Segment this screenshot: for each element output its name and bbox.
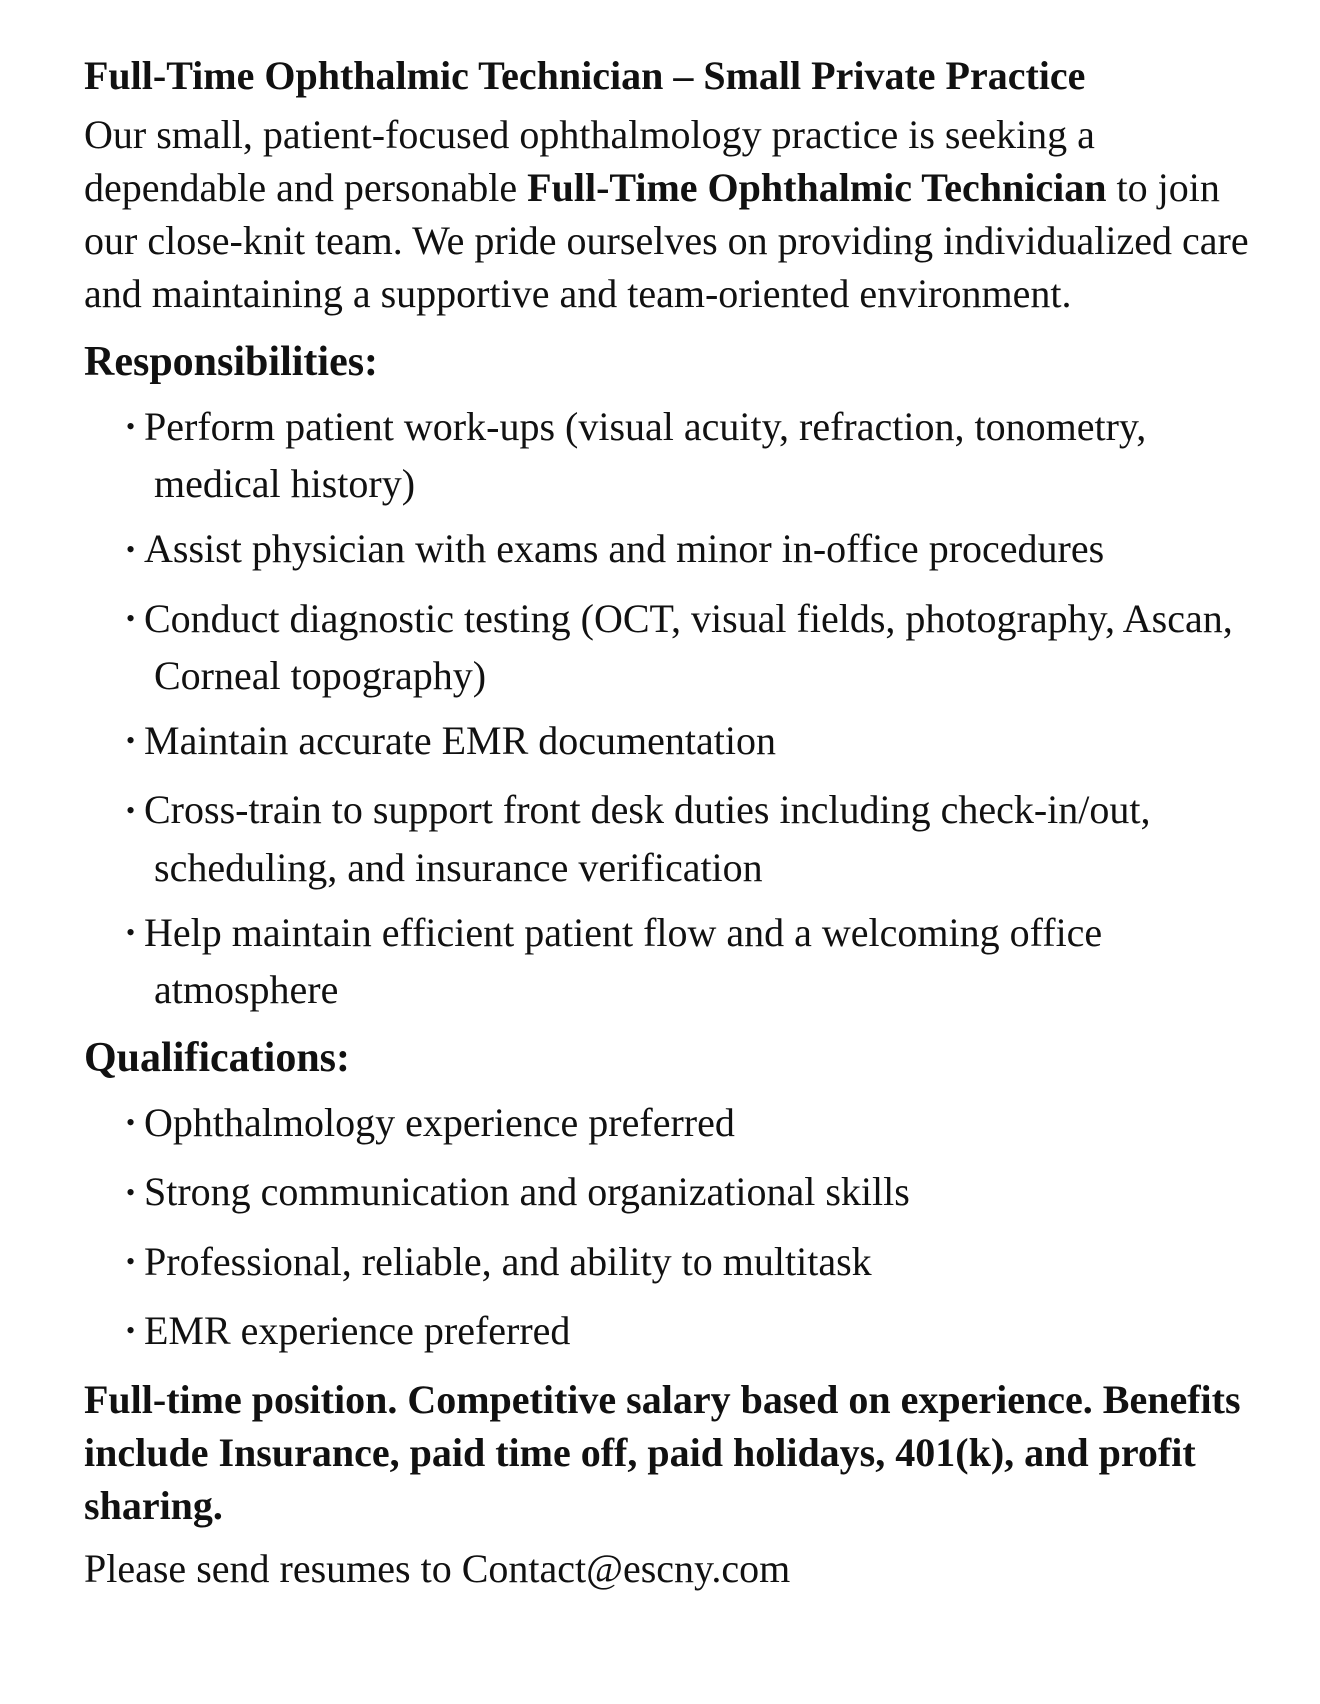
list-item: • Perform patient work-ups (visual acuity, refraction, tonometry, medical history) [126, 400, 1274, 510]
list-item: • Ophthalmology experience preferred [126, 1096, 1274, 1153]
bullet-icon: • [126, 534, 136, 564]
list-item: • Maintain accurate EMR documentation [126, 714, 1274, 771]
intro-position-name: Full-Time Ophthalmic Technician [527, 165, 1107, 210]
qualifications-heading: Qualifications: [84, 1034, 351, 1081]
list-item: • Strong communication and organizational skills [126, 1165, 1274, 1222]
job-posting [84, 50, 1274, 1595]
list-item: • Assist physician with exams and minor in-office procedures [126, 522, 1274, 579]
intro-text-start: Our small, patient-focused ophthalmology practice is seeking a dependable and personable [84, 112, 1095, 210]
list-item: • EMR experience preferred [126, 1304, 1274, 1361]
responsibilities-list [84, 400, 1274, 1016]
bullet-icon: • [126, 1108, 136, 1138]
intro-text-end: to join our close-knit team. We pride ourselves on providing individualized care and maintaining a supportive and team-oriented environment. [84, 165, 1249, 316]
responsibilities-heading: Responsibilities: [84, 339, 379, 385]
compensation-statement: Full-time position. Competitive salary based on experience. Benefits include Insurance, paid time off, paid holidays, 401(k), and profit sharing. [84, 1377, 1241, 1529]
bullet-icon: • [126, 917, 136, 947]
contact-line: Please send resumes to Contact@escny.com [84, 1546, 791, 1592]
bullet-icon: • [126, 412, 136, 442]
list-item: • Help maintain efficient patient flow and a welcoming office atmosphere [126, 906, 1274, 1016]
list-item: • Professional, reliable, and ability to multitask [126, 1235, 1274, 1292]
bullet-icon: • [126, 603, 136, 633]
list-item: • Cross-train to support front desk duties including check-in/out, scheduling, and insurance verification [126, 783, 1274, 893]
bullet-icon: • [126, 1177, 136, 1207]
bullet-icon: • [126, 1246, 136, 1276]
job-title: Full-Time Ophthalmic Technician – Small Private Practice [84, 53, 1086, 98]
bullet-icon: • [126, 1316, 136, 1346]
bullet-icon: • [126, 795, 136, 825]
qualifications-list [84, 1096, 1274, 1361]
bullet-icon: • [126, 726, 136, 756]
list-item: • Conduct diagnostic testing (OCT, visual fields, photography, Ascan, Corneal topography) [126, 592, 1274, 702]
intro-paragraph [84, 108, 1274, 320]
